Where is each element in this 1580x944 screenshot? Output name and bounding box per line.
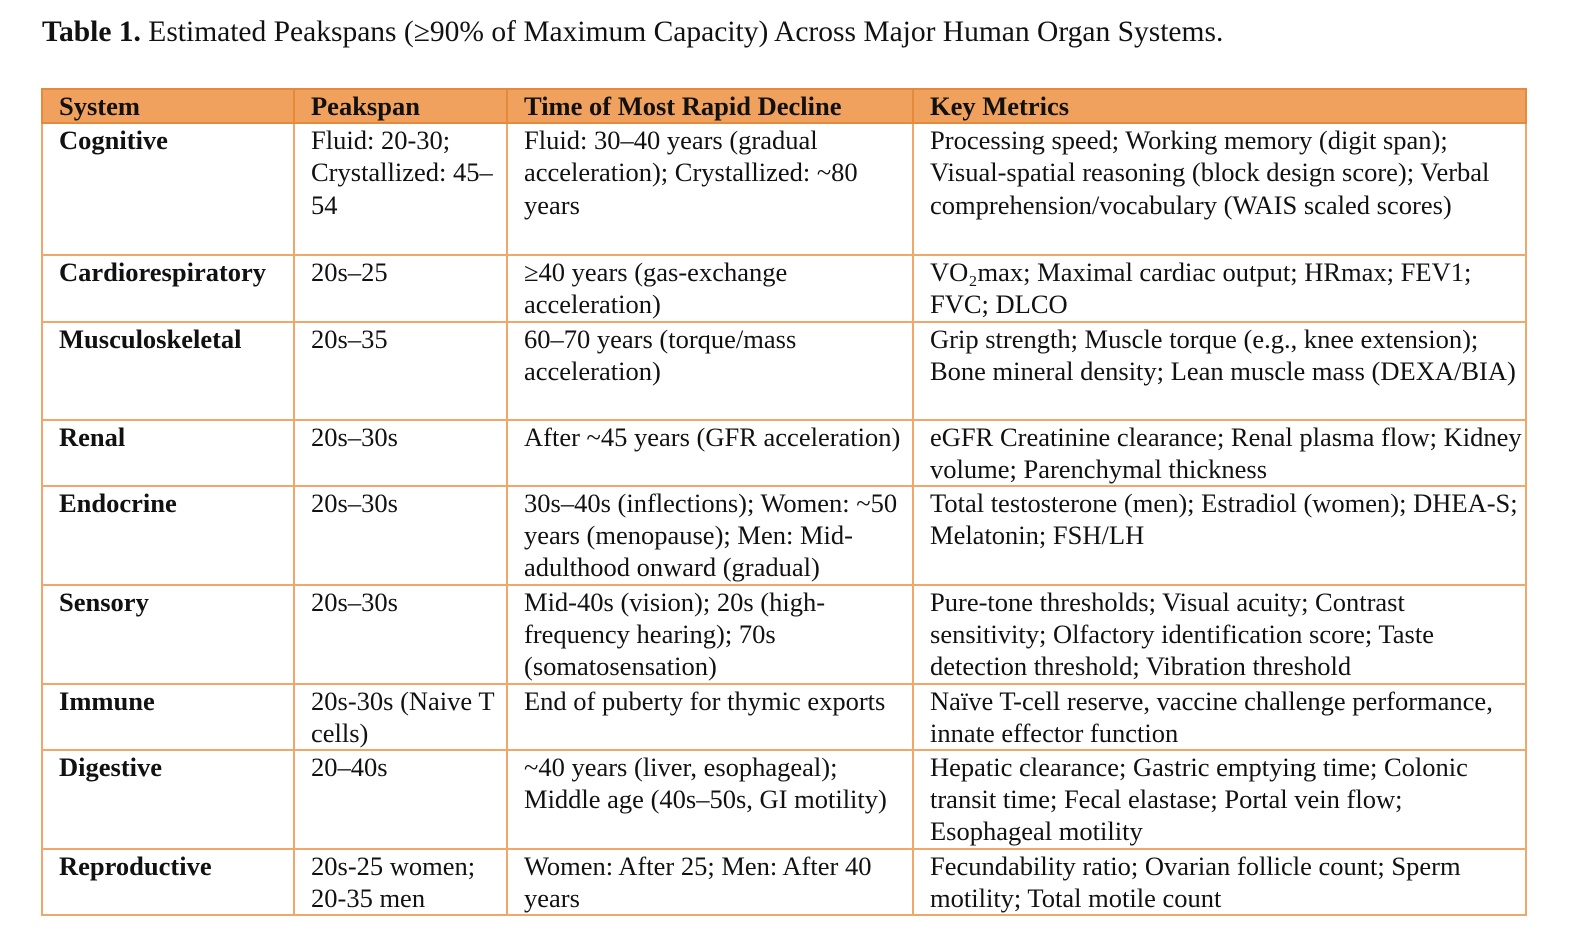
table-row xyxy=(42,684,1526,750)
decline-cell: After ~45 years (GFR acceleration) xyxy=(507,420,913,486)
metrics-cell: Total testosterone (men); Estradiol (women); DHEA-S; Melatonin; FSH/LH xyxy=(913,486,1526,585)
metrics-cell: Fecundability ratio; Ovarian follicle count; Sperm motility; Total motile count xyxy=(913,849,1526,915)
system-cell: Renal xyxy=(42,420,294,486)
table-row xyxy=(42,486,1526,585)
peakspan-cell: Fluid: 20-30; Crystallized: 45–54 xyxy=(294,123,507,255)
peakspan-cell: 20s-30s (Naive T cells) xyxy=(294,684,507,750)
system-cell: Cardiorespiratory xyxy=(42,255,294,321)
metrics-cell: Grip strength; Muscle torque (e.g., knee extension); Bone mineral density; Lean muscle mass (DEXA/BIA) xyxy=(913,322,1526,420)
peakspan-table xyxy=(41,88,1527,916)
peakspan-cell: 20s–30s xyxy=(294,585,507,684)
decline-cell: ~40 years (liver, esophageal); Middle age (40s–50s, GI motility) xyxy=(507,750,913,849)
caption-label: Table 1. xyxy=(42,16,141,48)
system-cell: Digestive xyxy=(42,750,294,849)
system-cell: Endocrine xyxy=(42,486,294,585)
system-cell: Cognitive xyxy=(42,123,294,255)
table-row xyxy=(42,585,1526,684)
table-row xyxy=(42,849,1526,915)
header-metrics: Key Metrics xyxy=(913,89,1526,123)
metrics-cell: eGFR Creatinine clearance; Renal plasma flow; Kidney volume; Parenchymal thickness xyxy=(913,420,1526,486)
table-row xyxy=(42,322,1526,420)
metrics-cell: Hepatic clearance; Gastric emptying time; Colonic transit time; Fecal elastase; Portal vein flow; Esophageal motility xyxy=(913,750,1526,849)
metrics-cell: Processing speed; Working memory (digit span); Visual-spatial reasoning (block design score); Verbal comprehension/vocabulary (WAIS scaled scores) xyxy=(913,123,1526,255)
table-row xyxy=(42,123,1526,255)
system-cell: Immune xyxy=(42,684,294,750)
peakspan-cell: 20s–25 xyxy=(294,255,507,321)
table-row xyxy=(42,255,1526,321)
metrics-cell: Pure-tone thresholds; Visual acuity; Contrast sensitivity; Olfactory identification score; Taste detection threshold; Vibration threshold xyxy=(913,585,1526,684)
system-cell: Sensory xyxy=(42,585,294,684)
system-cell: Musculoskeletal xyxy=(42,322,294,420)
system-cell: Reproductive xyxy=(42,849,294,915)
table-row xyxy=(42,750,1526,849)
table-row xyxy=(42,420,1526,486)
table-caption xyxy=(42,12,1223,52)
header-peakspan: Peakspan xyxy=(294,89,507,123)
peakspan-cell: 20s–35 xyxy=(294,322,507,420)
peakspan-cell: 20s–30s xyxy=(294,420,507,486)
decline-cell: Women: After 25; Men: After 40 years xyxy=(507,849,913,915)
peakspan-cell: 20–40s xyxy=(294,750,507,849)
metrics-cell: Naïve T-cell reserve, vaccine challenge performance, innate effector function xyxy=(913,684,1526,750)
caption-text: Estimated Peakspans (≥90% of Maximum Capacity) Across Major Human Organ Systems. xyxy=(148,16,1224,48)
table-header-row xyxy=(42,89,1526,123)
decline-cell: ≥40 years (gas-exchange acceleration) xyxy=(507,255,913,321)
decline-cell: 30s–40s (inflections); Women: ~50 years (menopause); Men: Mid-adulthood onward (gradual) xyxy=(507,486,913,585)
peakspan-cell: 20s-25 women; 20-35 men xyxy=(294,849,507,915)
header-system: System xyxy=(42,89,294,123)
metrics-cell: VO₂max; Maximal cardiac output; HRmax; FEV1; FVC; DLCO xyxy=(913,255,1526,321)
decline-cell: Fluid: 30–40 years (gradual acceleration); Crystallized: ~80 years xyxy=(507,123,913,255)
decline-cell: End of puberty for thymic exports xyxy=(507,684,913,750)
decline-cell: Mid-40s (vision); 20s (high-frequency hearing); 70s (somatosensation) xyxy=(507,585,913,684)
header-decline: Time of Most Rapid Decline xyxy=(507,89,913,123)
decline-cell: 60–70 years (torque/mass acceleration) xyxy=(507,322,913,420)
peakspan-cell: 20s–30s xyxy=(294,486,507,585)
